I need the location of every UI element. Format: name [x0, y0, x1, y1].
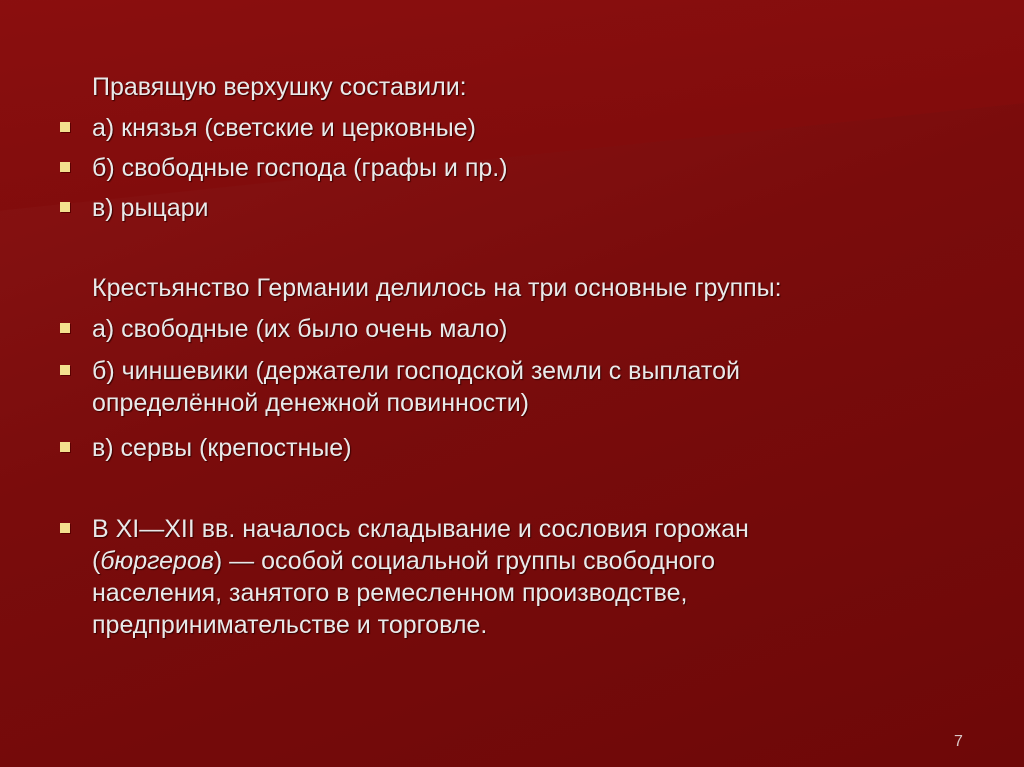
square-bullet-icon — [60, 365, 70, 375]
list-item-line — [92, 545, 852, 577]
square-bullet-icon — [60, 202, 70, 212]
list-item-line: населения, занятого в ремесленном производстве, — [92, 579, 688, 607]
list-item-text: а) свободные (их было очень мало) — [92, 315, 508, 343]
list-item-line: предпринимательстве и торговле. — [92, 611, 488, 639]
line-rest: ) — особой социальной группы свободного — [213, 547, 716, 575]
list-item-line: В XI—XII вв. началось складывание и сословия горожан — [92, 515, 749, 543]
burghers-term: бюргеров — [100, 547, 214, 575]
heading-ruling-elite: Правящую верхушку составили: — [92, 73, 467, 101]
square-bullet-icon — [60, 122, 70, 132]
list-item-text: в) сервы (крепостные) — [92, 434, 352, 462]
list-item-text: а) князья (светские и церковные) — [92, 114, 476, 142]
list-item-text: б) свободные господа (графы и пр.) — [92, 154, 508, 182]
list-item-line: определённой денежной повинности) — [92, 389, 529, 417]
list-item-text — [92, 355, 852, 419]
paren-open: ( — [92, 547, 101, 575]
list-item-text — [92, 513, 852, 641]
page-number: 7 — [954, 733, 963, 750]
list-item-text: в) рыцари — [92, 194, 209, 222]
square-bullet-icon — [60, 323, 70, 333]
list-item-line: б) чиншевики (держатели господской земли с выплатой — [92, 357, 740, 385]
square-bullet-icon — [60, 162, 70, 172]
heading-peasantry: Крестьянство Германии делилось на три основные группы: — [92, 274, 782, 302]
square-bullet-icon — [60, 442, 70, 452]
square-bullet-icon — [60, 523, 70, 533]
